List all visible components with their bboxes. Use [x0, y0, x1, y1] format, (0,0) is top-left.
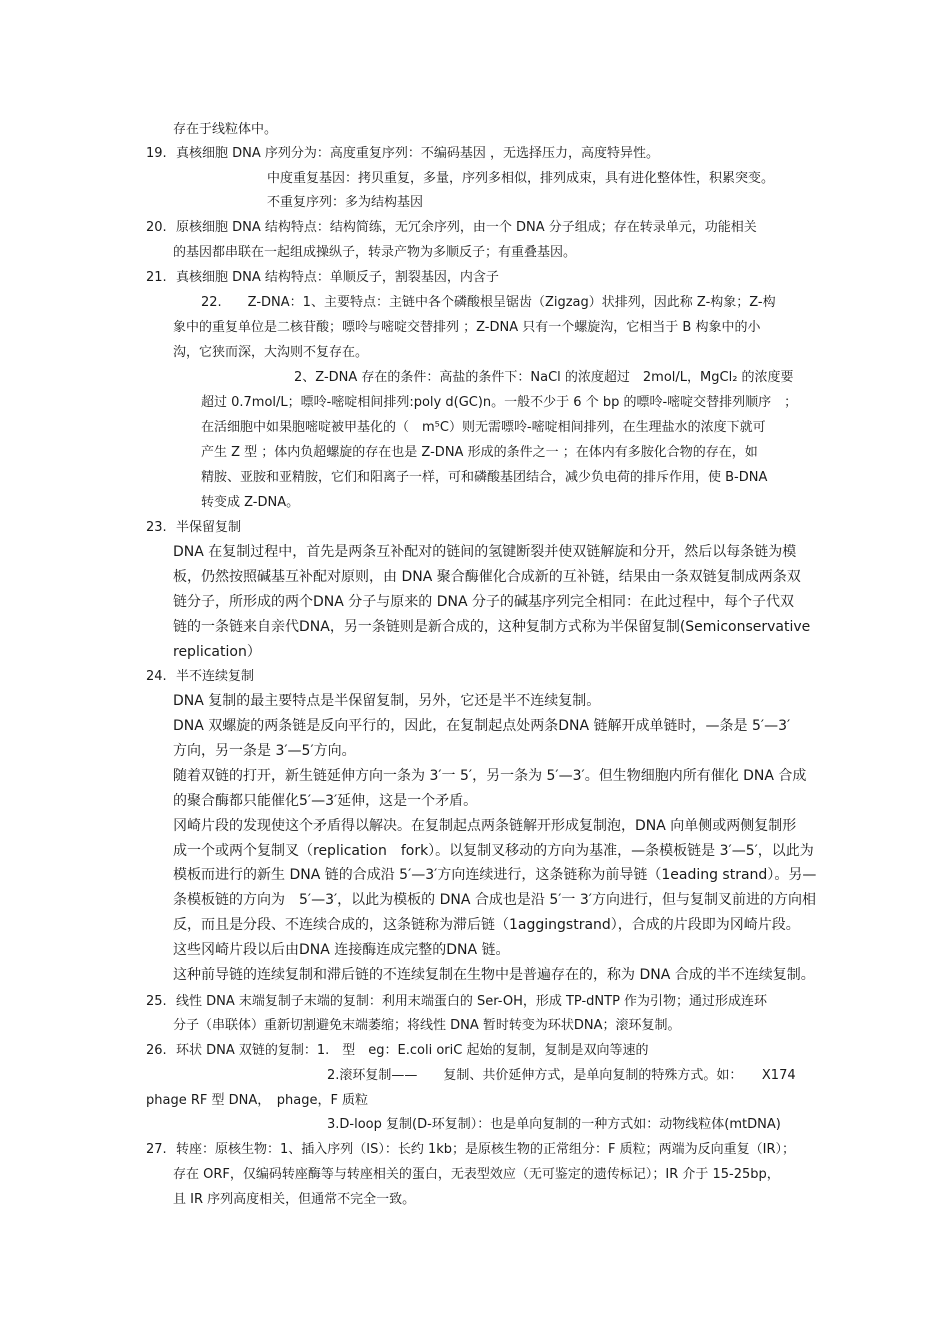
item-number-26: 26. [146, 1043, 167, 1058]
text-line: 不重复序列：多为结构基因 [267, 195, 424, 210]
text-line: 的聚合酶都只能催化5′—3′延伸，这是一个矛盾。 [173, 793, 478, 809]
item-number-25: 25. [146, 994, 167, 1009]
text-line: 且 IR 序列高度相关，但通常不完全一致。 [173, 1192, 416, 1207]
text-line: 板，仍然按照碱基互补配对原则，由 DNA 聚合酶催化合成新的互补链，结果由一条双链复制成两条双 [173, 569, 801, 585]
text-line: DNA 双螺旋的两条链是反向平行的，因此，在复制起点处两条DNA 链解开成单链时，—条是 5′—3′ [173, 718, 791, 734]
text-line: 成一个或两个复制叉（replication fork）。以复制叉移动的方向为基准，—条模板链是 3′—5′，以此为 [173, 843, 814, 859]
item-number-27: 27. [146, 1142, 167, 1157]
text-line: 半不连续复制 [176, 669, 255, 684]
text-line: DNA 复制的最主要特点是半保留复制，另外，它还是半不连续复制。 [173, 693, 601, 709]
text-line: 的基因都串联在一起组成操纵子，转录产物为多顺反子；有重叠基因。 [173, 245, 577, 260]
text-line: 精胺、亚胺和亚精胺，它们和阳离子一样，可和磷酸基团结合，减少负电荷的排斥作用，使 B-DNA [201, 470, 768, 485]
text-line: 半保留复制 [176, 520, 242, 535]
text-line: 2、Z-DNA 存在的条件：高盐的条件下：NaCl 的浓度超过 2mol/L，MgCl₂ 的浓度要 [294, 370, 794, 385]
text-line: replication） [173, 644, 261, 660]
text-line: 线性 DNA 末端复制子末端的复制：利用末端蛋白的 Ser-OH，形成 TP-dNTP 作为引物；通过形成连环 [176, 994, 768, 1009]
text-line: 3.D-loop 复制(D-环复制）：也是单向复制的一种方式如：动物线粒体(mtDNA) [327, 1117, 781, 1132]
text-line: 22. Z-DNA：1、主要特点：主链中各个磷酸根呈锯齿（Zigzag）状排列，因此称 Z-构象；Z-构 [201, 295, 776, 310]
text-line: 这些冈崎片段以后由DNA 连接酶连成完整的DNA 链。 [173, 942, 510, 958]
text-line: 产生 Z 型 ；体内负超螺旋的存在也是 Z-DNA 形成的条件之一 ；在体内有多胺化合物的存在，如 [201, 445, 758, 460]
text-line: 分子（串联体）重新切割避免末端萎缩；将线性 DNA 暂时转变为环状DNA；滚环复制。 [173, 1018, 681, 1033]
text-line: 原核细胞 DNA 结构特点：结构简练，无冗余序列，由一个 DNA 分子组成；存在转录单元，功能相关 [176, 220, 757, 235]
text-line: 中度重复基因：拷贝重复，多量，序列多相似，排列成束，具有进化整体性，积累突变。 [267, 171, 775, 186]
text-line: 方向，另一条是 3′—5′方向。 [173, 743, 356, 759]
text-line: 存在于线粒体中。 [173, 122, 278, 137]
text-line: DNA 在复制过程中，首先是两条互补配对的链间的氢键断裂并使双链解旋和分开，然后以每条链为模 [173, 544, 797, 560]
text-line: 这种前导链的连续复制和滞后链的不连续复制在生物中是普遍存在的，称为 DNA 合成的半不连续复制。 [173, 967, 815, 983]
text-line: 沟，它狭而深，大沟则不复存在。 [173, 345, 369, 360]
text-line: 超过 0.7mol/L；嘌呤-嘧啶相间排列:poly d(GC)n。一般不少于 6 个 bp 的嘌呤-嘧啶交替排列顺序 ； [201, 395, 798, 410]
text-line: 转座：原核生物：1、插入序列（IS）：长约 1kb；是原核生物的正常组分：F 质粒；两端为反向重复（IR）； [176, 1142, 796, 1157]
text-line: 2.滚环复制—— 复制、共价延伸方式，是单向复制的特殊方式。如： X174 [327, 1068, 796, 1083]
item-number-24: 24. [146, 669, 167, 684]
item-number-21: 21. [146, 270, 167, 285]
text-line: 冈崎片段的发现使这个矛盾得以解决。在复制起点两条链解开形成复制泡，DNA 向单侧或两侧复制形 [173, 818, 797, 834]
text-line: 模板而进行的新生 DNA 链的合成沿 5′—3′方向连续进行，这条链称为前导链（1eading strand）。另— [173, 867, 817, 883]
text-line: phage RF 型 DNA， phage，F 质粒 [146, 1093, 369, 1108]
text-line: 随着双链的打开，新生链延伸方向一条为 3′一 5′，另一条为 5′—3′。但生物细胞内所有催化 DNA 合成 [173, 768, 807, 784]
text-line: 真核细胞 DNA 结构特点：单顺反子，割裂基因，内含子 [176, 270, 499, 285]
item-number-20: 20. [146, 220, 167, 235]
text-line: 链分子，所形成的两个DNA 分子与原来的 DNA 分子的碱基序列完全相同：在此过程中，每个子代双 [173, 594, 795, 610]
text-line: 环状 DNA 双链的复制：1. 型 eg：E.coli oriC 起始的复制，复制是双向等速的 [176, 1043, 649, 1058]
text-line: 转变成 Z-DNA。 [201, 495, 300, 510]
text-line: 真核细胞 DNA 序列分为：高度重复序列：不编码基因 ，无选择压力，高度特异性。 [176, 146, 660, 161]
text-line: 条模板链的方向为 5′—3′，以此为模板的 DNA 合成也是沿 5′一 3′方向进行，但与复制叉前进的方向相 [173, 892, 816, 908]
text-line: 链的一条链来自亲代DNA，另一条链则是新合成的，这种复制方式称为半保留复制(Semiconservative [173, 619, 811, 635]
text-line: 象中的重复单位是二核苷酸；嘌呤与嘧啶交替排列 ；Z-DNA 只有一个螺旋沟，它相当于 B 构象中的小 [173, 320, 761, 335]
text-line: 存在 ORF，仅编码转座酶等与转座相关的蛋白，无表型效应（无可鉴定的遗传标记）；IR 介于 15-25bp， [173, 1167, 780, 1182]
item-number-23: 23. [146, 520, 167, 535]
text-line: 在活细胞中如果胞嘧啶被甲基化的（ m⁵C）则无需嘌呤-嘧啶相间排列，在生理盐水的浓度下就可 [201, 420, 766, 435]
item-number-19: 19. [146, 146, 167, 161]
text-line: 反，而且是分段、不连续合成的，这条链称为滞后链（1aggingstrand），合成的片段即为冈崎片段。 [173, 917, 800, 933]
